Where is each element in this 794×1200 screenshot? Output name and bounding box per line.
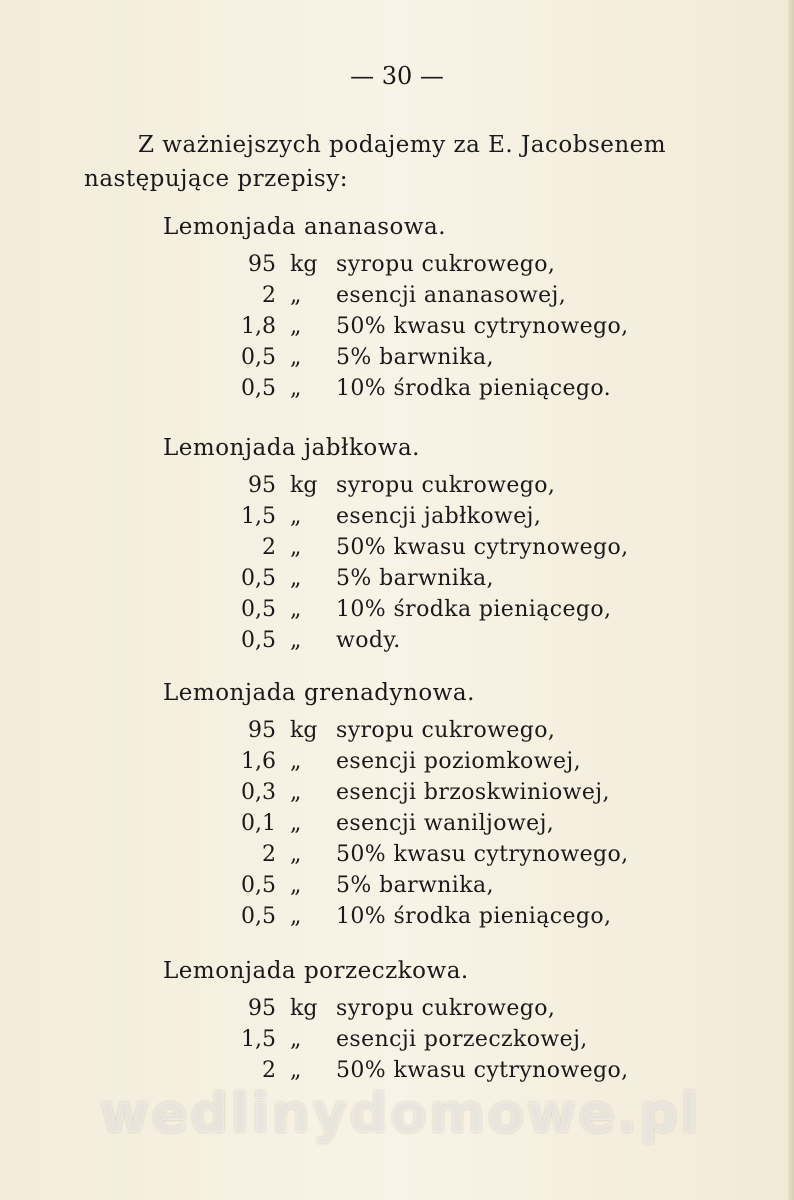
ingredient-unit: „: [290, 749, 302, 774]
ingredient-row: [0, 252, 794, 283]
ingredient-quantity: 95: [248, 473, 276, 498]
recipe-title: Lemonjada jabłkowa.: [163, 435, 420, 461]
ingredient-description: 50% kwasu cytrynowego,: [336, 1058, 629, 1083]
ingredient-quantity: 0,5: [241, 345, 276, 370]
ingredient-description: 5% barwnika,: [336, 345, 494, 370]
ingredient-list: [0, 473, 794, 659]
ingredient-quantity: 1,5: [241, 1027, 276, 1052]
ingredient-unit: „: [290, 597, 302, 622]
ingredient-description: syropu cukrowego,: [336, 473, 556, 498]
ingredient-row: [0, 473, 794, 504]
ingredient-list: [0, 252, 794, 407]
ingredient-quantity: 0,5: [241, 873, 276, 898]
ingredient-description: syropu cukrowego,: [336, 718, 556, 743]
ingredient-row: [0, 283, 794, 314]
intro-line-1: Z ważniejszych podajemy za E. Jacobsenem: [138, 132, 667, 158]
ingredient-unit: „: [290, 628, 302, 653]
ingredient-quantity: 0,5: [241, 566, 276, 591]
ingredient-quantity: 95: [248, 718, 276, 743]
ingredient-description: 10% środka pieniącego,: [336, 597, 612, 622]
ingredient-row: [0, 718, 794, 749]
ingredient-quantity: 0,5: [241, 904, 276, 929]
recipe-title: Lemonjada ananasowa.: [163, 214, 447, 240]
watermark: wedlinydomowe.pl: [99, 1082, 701, 1145]
ingredient-unit: kg: [290, 718, 318, 743]
ingredient-row: [0, 314, 794, 345]
ingredient-row: [0, 597, 794, 628]
ingredient-description: esencji jabłkowej,: [336, 504, 542, 529]
page-edge: [788, 0, 794, 1200]
ingredient-quantity: 0,5: [241, 597, 276, 622]
ingredient-unit: „: [290, 376, 302, 401]
ingredient-unit: „: [290, 1058, 302, 1083]
ingredient-unit: „: [290, 345, 302, 370]
page-number: — 30 —: [350, 62, 444, 90]
ingredient-row: [0, 873, 794, 904]
ingredient-row: [0, 535, 794, 566]
ingredient-row: [0, 376, 794, 407]
ingredient-list: [0, 718, 794, 935]
ingredient-row: [0, 1027, 794, 1058]
ingredient-quantity: 0,5: [241, 628, 276, 653]
ingredient-unit: „: [290, 504, 302, 529]
ingredient-description: 50% kwasu cytrynowego,: [336, 842, 629, 867]
ingredient-quantity: 2: [262, 1058, 276, 1083]
ingredient-row: [0, 780, 794, 811]
ingredient-quantity: 1,5: [241, 504, 276, 529]
ingredient-unit: „: [290, 566, 302, 591]
ingredient-unit: „: [290, 811, 302, 836]
ingredient-row: [0, 345, 794, 376]
ingredient-row: [0, 996, 794, 1027]
ingredient-quantity: 2: [262, 535, 276, 560]
ingredient-unit: „: [290, 283, 302, 308]
intro-line-2: następujące przepisy:: [84, 166, 348, 192]
ingredient-quantity: 1,6: [241, 749, 276, 774]
ingredient-description: 50% kwasu cytrynowego,: [336, 314, 629, 339]
ingredient-description: syropu cukrowego,: [336, 996, 556, 1021]
ingredient-description: wody.: [336, 628, 401, 653]
ingredient-row: [0, 504, 794, 535]
ingredient-row: [0, 1058, 794, 1089]
ingredient-unit: kg: [290, 473, 318, 498]
ingredient-quantity: 95: [248, 996, 276, 1021]
ingredient-row: [0, 749, 794, 780]
ingredient-description: esencji porzeczkowej,: [336, 1027, 588, 1052]
ingredient-unit: kg: [290, 996, 318, 1021]
ingredient-quantity: 0,3: [241, 780, 276, 805]
ingredient-description: 5% barwnika,: [336, 873, 494, 898]
ingredient-row: [0, 628, 794, 659]
ingredient-unit: „: [290, 842, 302, 867]
ingredient-quantity: 2: [262, 283, 276, 308]
ingredient-quantity: 0,1: [241, 811, 276, 836]
ingredient-quantity: 2: [262, 842, 276, 867]
recipe-title: Lemonjada grenadynowa.: [163, 680, 475, 706]
ingredient-description: esencji ananasowej,: [336, 283, 567, 308]
intro-paragraph: [84, 128, 744, 196]
ingredient-unit: „: [290, 780, 302, 805]
ingredient-description: 10% środka pieniącego,: [336, 904, 612, 929]
ingredient-list: [0, 996, 794, 1089]
ingredient-row: [0, 811, 794, 842]
ingredient-quantity: 95: [248, 252, 276, 277]
ingredient-row: [0, 566, 794, 597]
recipe-title: Lemonjada porzeczkowa.: [163, 958, 469, 984]
ingredient-unit: „: [290, 314, 302, 339]
ingredient-description: 5% barwnika,: [336, 566, 494, 591]
ingredient-description: syropu cukrowego,: [336, 252, 556, 277]
ingredient-unit: „: [290, 904, 302, 929]
ingredient-quantity: 0,5: [241, 376, 276, 401]
ingredient-description: esencji waniljowej,: [336, 811, 555, 836]
ingredient-unit: „: [290, 1027, 302, 1052]
ingredient-row: [0, 904, 794, 935]
ingredient-description: 50% kwasu cytrynowego,: [336, 535, 629, 560]
ingredient-description: 10% środka pieniącego.: [336, 376, 612, 401]
ingredient-description: esencji brzoskwiniowej,: [336, 780, 610, 805]
ingredient-unit: kg: [290, 252, 318, 277]
ingredient-unit: „: [290, 535, 302, 560]
ingredient-unit: „: [290, 873, 302, 898]
ingredient-quantity: 1,8: [241, 314, 276, 339]
ingredient-row: [0, 842, 794, 873]
ingredient-description: esencji poziomkowej,: [336, 749, 581, 774]
